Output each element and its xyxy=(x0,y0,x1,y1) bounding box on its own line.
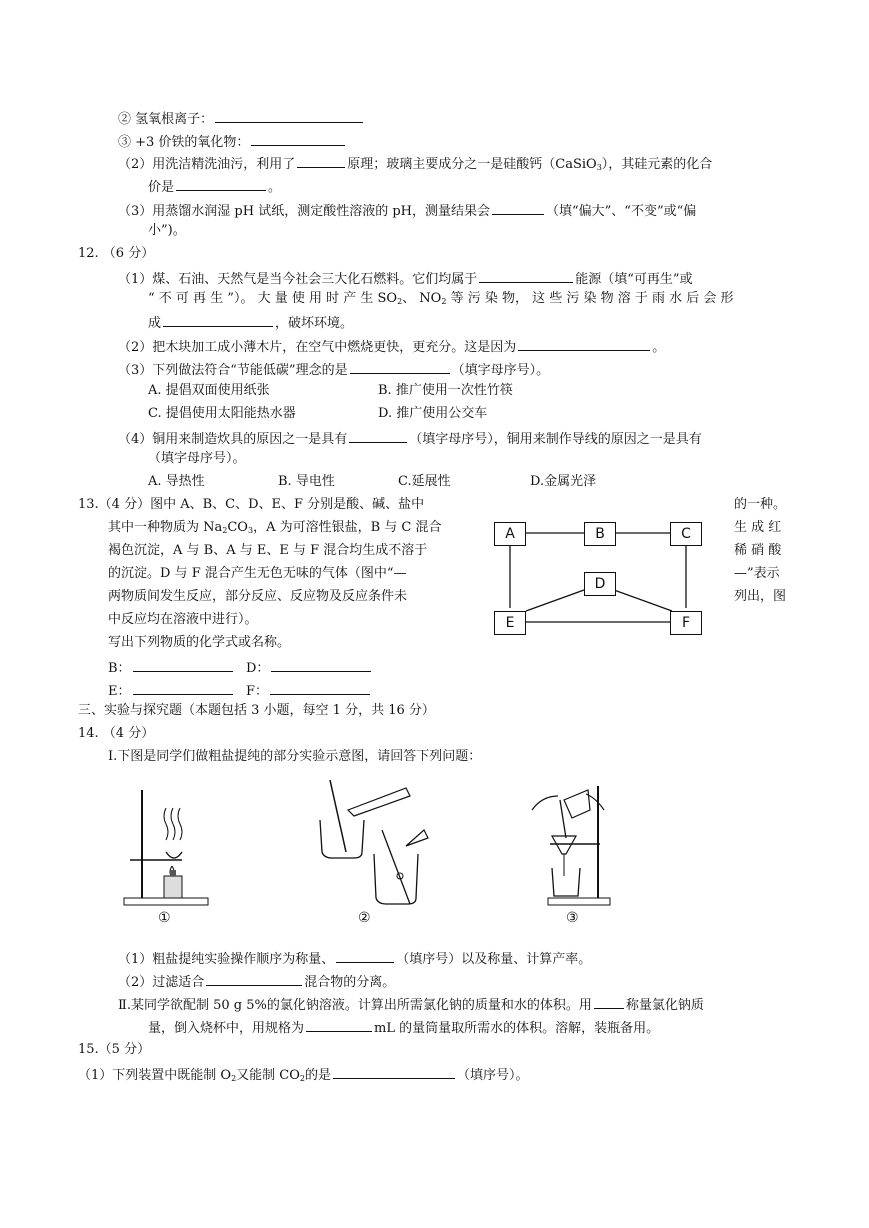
q12-part-1-cont2: 成 ，破坏环境。 xyxy=(148,312,353,333)
q14-part-ii: Ⅱ.某同学欲配制 50 g 5%的氯化钠溶液。计算出所需氯化钠的质量和水的体积。用 称量氯化钠质 xyxy=(118,994,704,1015)
answer-blank[interactable] xyxy=(271,657,371,672)
q14-intro: Ⅰ.下图是同学们做粗盐提纯的部分实验示意图，请回答下列问题： xyxy=(108,749,482,764)
q13-right-2: 生 成 红 xyxy=(734,520,782,535)
q11-part-3-cont: 小”)。 xyxy=(148,223,186,238)
answer-blank[interactable] xyxy=(133,657,233,672)
option-a: A. 提倡双面使用纸张 xyxy=(148,383,270,398)
reaction-diagram xyxy=(490,508,715,648)
option-4a: A. 导热性 xyxy=(148,474,205,489)
q15-part-1: （1）下列装置中既能制 $O_2$又能制 $CO_2$的是 （填序号）。 xyxy=(78,1064,529,1085)
option-4c: C.延展性 xyxy=(398,474,451,489)
box-e: E xyxy=(494,611,526,635)
q14-heading: 14. （4 分） xyxy=(78,726,155,741)
q13-answer-d: D： xyxy=(246,657,373,678)
q12-part-3: （3）下列做法符合“节能低碳”理念的是 （填字母序号）。 xyxy=(118,359,549,380)
q13-right-1: 的一种。 xyxy=(734,497,787,512)
q11-line-3: ③ +3 价铁的氧化物： xyxy=(118,131,347,152)
q13-answer-e: E： xyxy=(108,680,235,701)
q13-right-4: —”表示 xyxy=(734,566,780,581)
heating-apparatus-figure xyxy=(118,780,218,910)
q13-right-3: 稀 硝 酸 xyxy=(734,543,782,558)
answer-blank[interactable] xyxy=(336,948,394,963)
q13-line-7: 写出下列物质的化学式或名称。 xyxy=(108,635,291,650)
q11-part-3: （3）用蒸馏水润湿 pH 试纸，测定酸性溶液的 pH，测量结果会 （填“偏大”、“不变”或“偏 xyxy=(118,200,696,221)
answer-blank[interactable] xyxy=(163,312,273,327)
option-4d: D.金属光泽 xyxy=(530,474,597,489)
answer-blank[interactable] xyxy=(297,153,345,168)
q12-part-1: （1）煤、石油、天然气是当今社会三大化石燃料。它们均属于 能源（填“可再生”或 xyxy=(118,268,693,289)
box-b: B xyxy=(584,522,616,546)
filtering-figure xyxy=(524,780,624,910)
answer-blank[interactable] xyxy=(270,680,370,695)
box-c: C xyxy=(670,522,702,546)
q15-heading: 15.（5 分） xyxy=(78,1042,151,1057)
q11-part-2: （2）用洗洁精洗油污，利用了 原理；玻璃主要成分之一是硅酸钙（CaSiO$_3$），其硅元素的化合 xyxy=(118,153,712,174)
section-3-title: 三、实验与探究题（本题包括 3 小题，每空 1 分，共 16 分） xyxy=(78,703,435,718)
q13-line-1: 13.（4 分）图中 A、B、C、D、E、F 分别是酸、碱、盐中 xyxy=(78,497,425,512)
answer-blank[interactable] xyxy=(479,268,573,283)
dissolving-figure xyxy=(312,780,442,910)
figure-label-2: ② xyxy=(358,910,371,926)
q12-part-4: （4）铜用来制造炊具的原因之一是具有 （填字母序号），铜用来制作导线的原因之一是具有 xyxy=(118,428,702,449)
answer-blank[interactable] xyxy=(251,131,345,146)
answer-blank[interactable] xyxy=(350,359,450,374)
answer-blank[interactable] xyxy=(349,428,407,443)
answer-blank[interactable] xyxy=(215,108,363,123)
box-a: A xyxy=(494,522,526,546)
option-d: D. 推广使用公交车 xyxy=(378,406,488,421)
q13-right-5: 列出，图 xyxy=(734,589,787,604)
q14-part-1: （1）粗盐提纯实验操作顺序为称量、 （填序号）以及称量、计算产率。 xyxy=(118,948,591,969)
q11-line-2: ② 氢氧根离子： xyxy=(118,108,365,129)
figure-label-1: ① xyxy=(158,910,171,926)
answer-blank[interactable] xyxy=(206,971,302,986)
q13-line-5: 两物质间发生反应，部分反应、反应物及反应条件未 xyxy=(108,589,408,604)
option-b: B. 推广使用一次性竹筷 xyxy=(378,383,513,398)
box-f: F xyxy=(670,611,702,635)
option-c: C. 提倡使用太阳能热水器 xyxy=(148,406,296,421)
q11-part-2-cont: 价是 。 xyxy=(148,176,281,197)
answer-blank[interactable] xyxy=(492,200,544,215)
q13-line-2: 其中一种物质为 $Na_2CO_3$，A 为可溶性银盐，B 与 C 混合 xyxy=(108,520,442,535)
q12-part-2: （2）把木块加工成小薄木片，在空气中燃烧更快，更充分。这是因为 。 xyxy=(118,336,665,357)
q13-line-6: 中反应均在溶液中进行）。 xyxy=(108,612,258,627)
q13-answer-b: B： xyxy=(108,657,235,678)
answer-blank[interactable] xyxy=(133,680,233,695)
q12-part-4-cont: （填字母序号）。 xyxy=(148,451,246,466)
option-4b: B. 导电性 xyxy=(278,474,335,489)
answer-blank[interactable] xyxy=(306,1017,372,1032)
box-d: D xyxy=(584,572,616,596)
q13-answer-f: F： xyxy=(246,680,372,701)
q14-part-2: （2）过滤适合 混合物的分离。 xyxy=(118,971,395,992)
answer-blank[interactable] xyxy=(176,176,266,191)
q13-line-4: 的沉淀。D 与 F 混合产生无色无味的气体（图中“— xyxy=(108,566,407,581)
q14-part-ii-cont: 量，倒入烧杯中，用规格为 mL 的量筒量取所需水的体积。溶解，装瓶备用。 xyxy=(148,1017,659,1038)
q12-part-1-cont: “ 不 可 再 生 ”）。 大 量 使 用 时 产 生 $SO_2$、 $NO_2$ 等 污 染 物， 这 些 污 染 物 溶 于 雨 水 后 会 形 xyxy=(148,291,734,306)
q12-heading: 12. （6 分） xyxy=(78,246,155,261)
q13-line-3: 褐色沉淀，A 与 B、A 与 E、E 与 F 混合均生成不溶于 xyxy=(108,543,428,558)
answer-blank[interactable] xyxy=(594,994,624,1009)
answer-blank[interactable] xyxy=(333,1064,455,1079)
answer-blank[interactable] xyxy=(518,336,650,351)
figure-label-3: ③ xyxy=(566,910,579,926)
